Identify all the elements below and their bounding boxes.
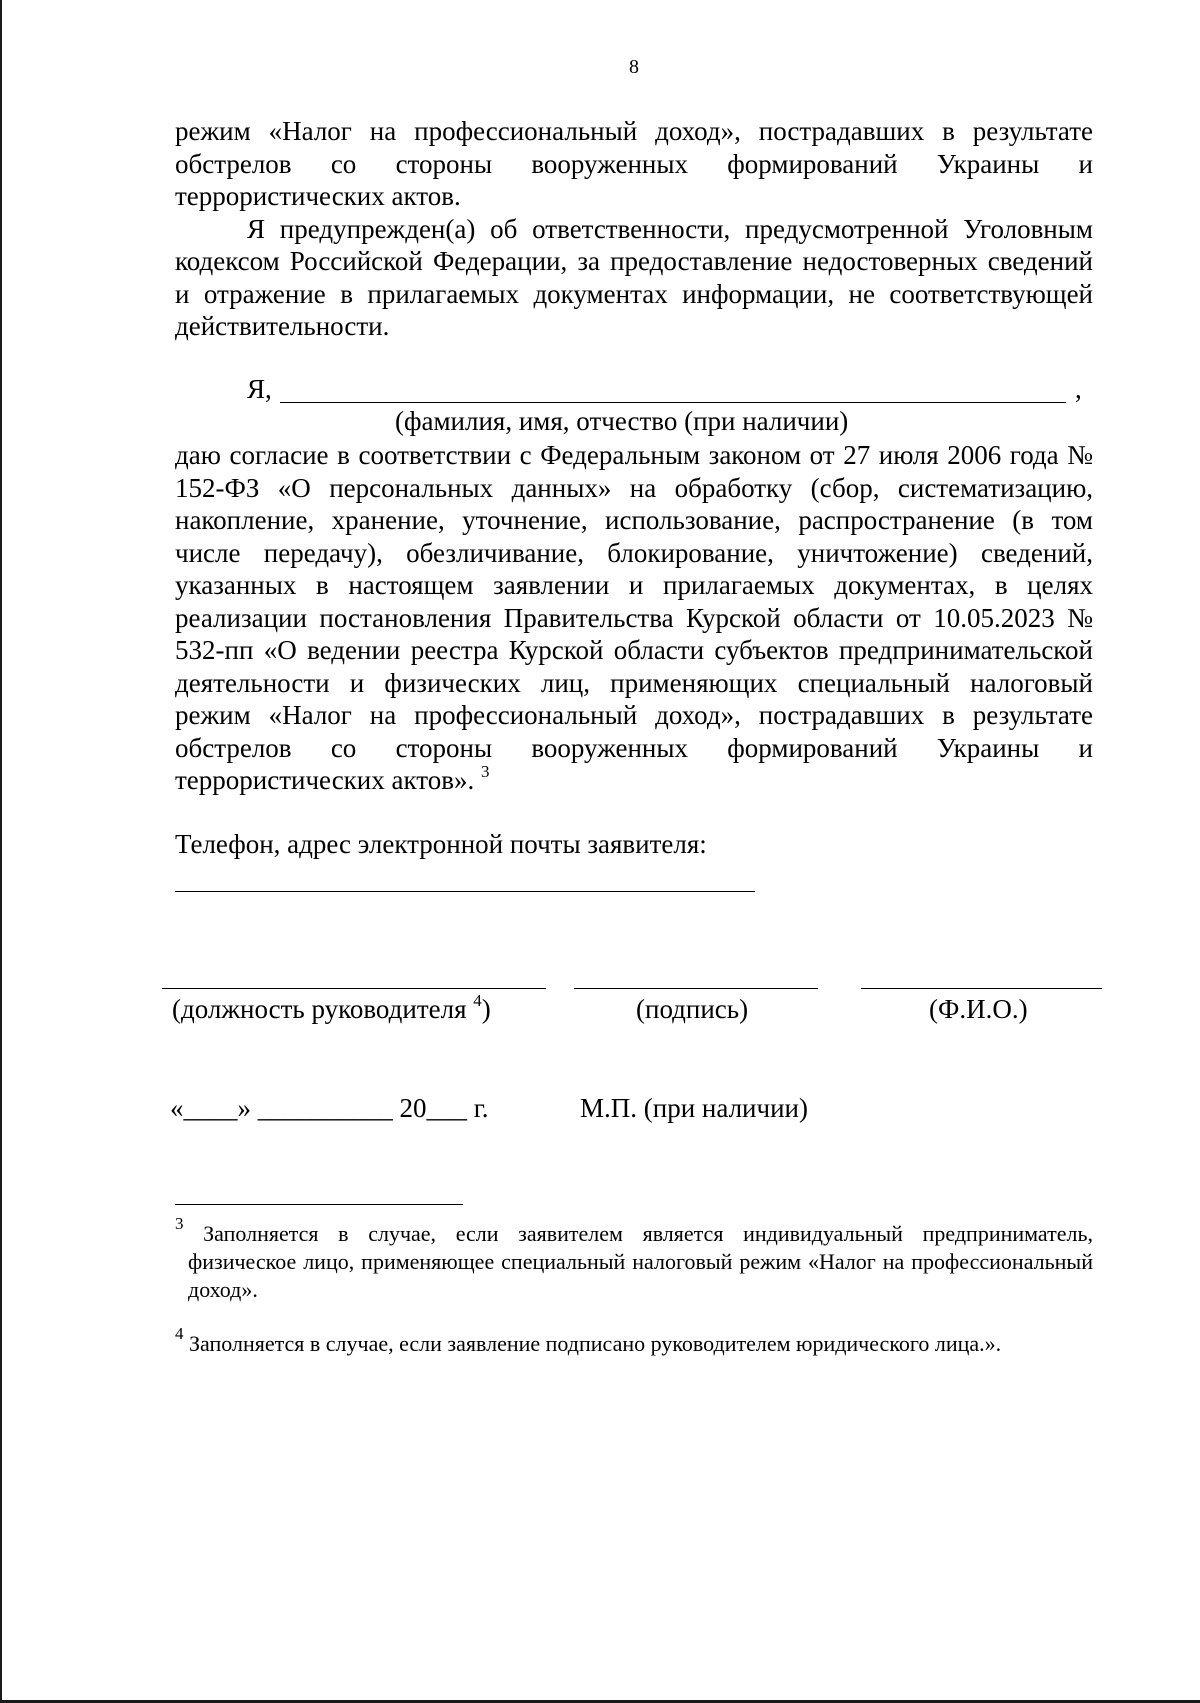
footnote-4-paragraph [175,1324,1093,1358]
consent-block [175,439,1093,797]
footnote-4-text: Заполняется в случае, если заявление подписано руководителем юридического лица.». [189,1331,1002,1356]
page-number: 8 [629,56,639,78]
date-open-quote: « [170,1093,184,1123]
applicant-suffix: , [1075,374,1082,404]
date-close-quote: » [237,1093,251,1123]
footnote-3 [175,1214,1093,1304]
contact-label: Телефон, адрес электронной почты заявителя: [175,829,707,859]
date-year-blank[interactable]: ___ [426,1093,467,1123]
footnote-3-marker: 3 [175,1214,184,1233]
text-block-top [175,115,1093,343]
footnote-3-text: Заполняется в случае, если заявителем является индивидуальный предприниматель, физическое лицо, применяющее специальный налоговый режим «Налог на профессиональный доход». [188,1221,1093,1302]
applicant-prefix: Я, [247,374,272,404]
footnote-ref-4: 4 [473,991,482,1010]
position-caption-text: (должность руководителя [172,994,474,1024]
liability-warning-paragraph: Я предупрежден(а) об ответственности, предусмотренной Уголовным кодексом Российской Федерации, за предоставление недостоверных сведений и отражение в прилагаемых документах информации, не соответствующей действительности. [175,213,1093,341]
scan-edge-left [0,0,2,1703]
fio-blank[interactable] [861,988,1102,989]
applicant-name-blank[interactable] [280,402,1066,403]
date-day-blank[interactable]: ____ [183,1093,238,1123]
position-caption-close: ) [481,994,491,1024]
date-year-prefix: 20 [399,1093,427,1123]
signature-blank[interactable] [574,988,818,989]
footnote-ref-3: 3 [480,762,490,781]
consent-paragraph [175,439,1093,797]
footnote-4-marker: 4 [175,1324,184,1343]
signature-caption: (подпись) [636,994,749,1024]
footnote-3-paragraph [175,1214,1093,1304]
date-year-suffix: г. [473,1093,489,1123]
continuation-paragraph: режим «Налог на профессиональный доход», пострадавших в результате обстрелов со стороны вооруженных формирований Украины и террористических актов. [175,116,1093,211]
stamp-placeholder: М.П. (при наличии) [580,1093,808,1123]
footnote-separator [175,1204,463,1205]
fio-caption: (Ф.И.О.) [929,994,1028,1024]
footnote-4 [175,1324,1093,1358]
position-caption [172,993,491,1025]
date-field[interactable] [170,1092,489,1124]
applicant-name-line [247,373,1093,405]
contact-blank[interactable] [175,891,755,892]
position-blank[interactable] [162,988,546,989]
applicant-name-caption: (фамилия, имя, отчество (при наличии) [395,406,849,436]
date-month-blank[interactable]: __________ [257,1093,393,1123]
consent-text: даю согласие в соответствии с Федеральным законом от 27 июля 2006 года № 152-ФЗ «О персональных данных» на обработку (сбор, систематизацию, накопление, хранение, уточнение, использование, распространение (в том числе передачу), обезличивание, блокирование, уничтожение) сведений, указанных в настоящем заявлении и прилагаемых документах, в целях реализации постановления Правительства Курской области от 10.05.2023 № 532-пп «О ведении реестра Курской области субъектов предпринимательской деятельности и физических лиц, применяющих специальный налоговый режим «Налог на профессиональный доход», пострадавших в результате обстрелов со стороны вооруженных формирований Украины и террористических актов». [175,440,1093,795]
